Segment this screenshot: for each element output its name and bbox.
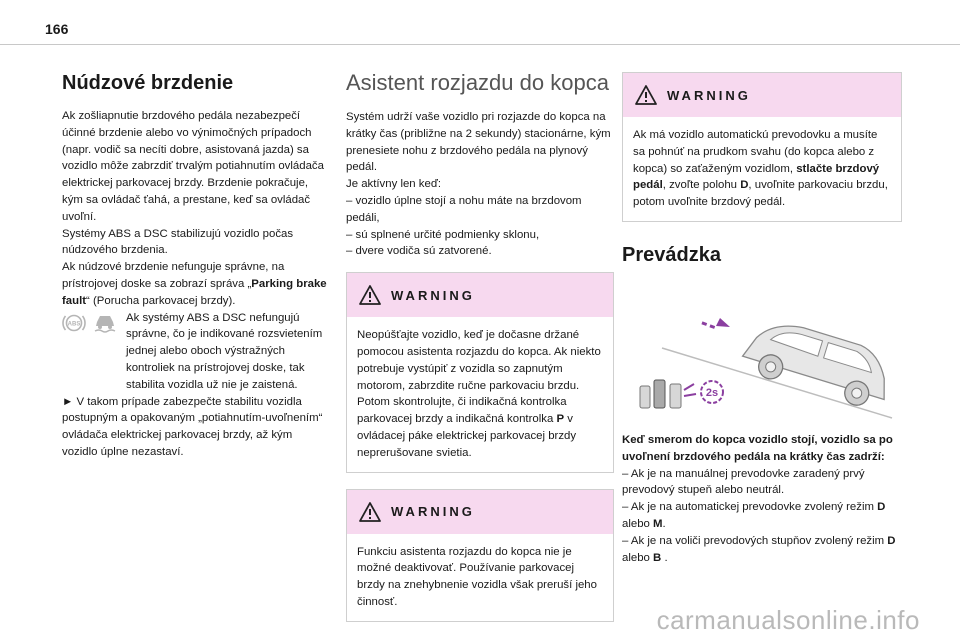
warning-header [623,73,901,117]
bold-text: D [887,534,896,547]
timer-badge: 2s [705,386,719,399]
list-item: – sú splnené určité podmienky sklonu, [346,228,540,241]
text: Ak núdzové brzdenie nefunguje správne, na prístrojovej doske sa zobrazí správa „ [62,261,285,290]
paragraph: Systém udrží vaše vozidlo pri rozjazde do kopca na krátky čas (približne na 2 sekundy) stacionárne, kým prenesiete nohu z brzdového pedála na plynový pedál. [346,111,611,174]
warning-text: Funkciu asistenta rozjazdu do kopca nie je možné deaktivovať. Používanie parkovacej brzdy na znehybnenie vozidla však preruší jeho činnosť. [357,545,597,608]
list-item: – dvere vodiča sú zatvorené. [346,245,492,258]
bold-text: D [877,501,886,514]
section-title-emergency-braking: Núdzové brzdenie [62,72,234,94]
text: Neopúšťajte vozidlo, keď je dočasne držané pomocou asistenta rozjazdu do kopca. Ak niekto potrebuje vystúpiť z vozidla so zapnutým motorom, zabrzdite ručne parkovaciu brzdu. Potom skontrolujte, či indikačná kontrolka parkovacej brzdy a indikačná kontrolka [357,329,601,426]
warning-lamps [62,312,118,334]
warning-label: WARNING [391,504,475,520]
paragraph: Systémy ABS a DSC stabilizujú vozidlo počas núdzového brzdenia. [62,227,294,257]
text: alebo [622,517,654,530]
warning-lamps-paragraph [62,310,330,394]
text: . [661,551,668,564]
bold-text: D [740,179,749,192]
warning-box [346,489,614,622]
text: alebo [622,551,654,564]
text: Ak má vozidlo automatickú prevodovku a musíte sa pohnúť na prudkom svahu (do kopca alebo z kopca) so zaťaženým vozidlom, [633,129,878,175]
text: , uvoľnite parkovaciu brzdu, potom uvoľnite brzdový pedál. [633,179,888,209]
warning-box [622,72,902,222]
paragraph: Ak systémy ABS a DSC nefungujú správne, čo je indikované rozsvietením jednej alebo oboch výstražných kontroliek na prístrojovej doske, tak stabilita vozidla už nie je zaistená. [126,311,323,391]
left-column [62,70,330,461]
text: . [662,517,666,530]
warning-text [623,117,901,221]
bold-text: M [653,517,663,530]
warning-label: WARNING [391,287,475,303]
list-item: – vozidlo úplne stojí a nohu máte na brzdovom pedáli, [346,194,582,224]
text: v ovládacej páke elektrickej parkovacej brzdy neprerušovane svietia. [357,413,577,459]
warning-triangle-icon [359,285,381,305]
bold-text: P [556,413,565,426]
paragraph: Je aktívny len keď: [346,178,442,191]
warning-box [346,272,614,472]
car-on-slope-illustration [622,280,902,420]
pedal-icon [640,380,696,408]
warning-label: WARNING [667,87,751,103]
text: “ (Porucha parkovacej brzdy). [86,294,236,307]
list-item [622,533,902,567]
list-item: – Ak je na manuálnej prevodovke zaradený prvý prevodový stupeň alebo neutrál. [622,467,865,497]
section-title-operation: Prevádzka [622,243,721,266]
dsc-warning-icon [92,312,118,334]
hill-start-illustration [622,280,902,420]
paragraph [62,259,330,309]
warning-triangle-icon [359,502,381,522]
header-divider [0,44,960,45]
middle-column [346,70,614,622]
text: – Ak je na voliči prevodových stupňov zvolený režim [622,534,888,547]
warning-text [347,317,613,471]
bold-text: B [653,551,662,564]
text: , zvoľte polohu [662,179,741,192]
section-title-hill-start: Asistent rozjazdu do kopca [346,70,609,95]
watermark: carmanualsonline.info [656,605,920,635]
right-column [622,70,902,566]
page-number: 166 [45,21,69,37]
lead-paragraph: Keď smerom do kopca vozidlo stojí, vozidlo sa po uvoľnení brzdového pedála na krátky čas zadrží: [622,433,893,463]
instruction: ► V takom prípade zabezpečte stabilitu vozidla postupným a opakovaným „potiahnutím-uvoľnením“ ovládača elektrickej parkovacej brzdy, až kým vozidlo úplne nezastaví. [62,395,323,458]
bold-text: stlačte brzdový pedál [633,162,880,192]
warning-triangle-icon [635,85,657,105]
warning-header [347,273,613,317]
svg-text:ABS: ABS [67,321,81,328]
paragraph: Ak zošliapnutie brzdového pedála nezabezpečí účinné brzdenie alebo vo výnimočných prípadoch (napr. vodič sa necíti dobre, asistovaná jazda) sa vozidlo môže zabrzdiť trvalým potiahnutím ovládača elektrickej parkovacej brzdy. Brzdenie pokračuje, kým sa ovládač ťahá, a prestane, keď sa ovládač uvoľní. [62,110,324,223]
text: – Ak je na automatickej prevodovke zvolený režim [622,501,878,514]
warning-header [347,490,613,534]
abs-warning-icon [62,312,86,334]
list-item [622,499,902,533]
bold-text: Parking brake fault [62,277,327,307]
